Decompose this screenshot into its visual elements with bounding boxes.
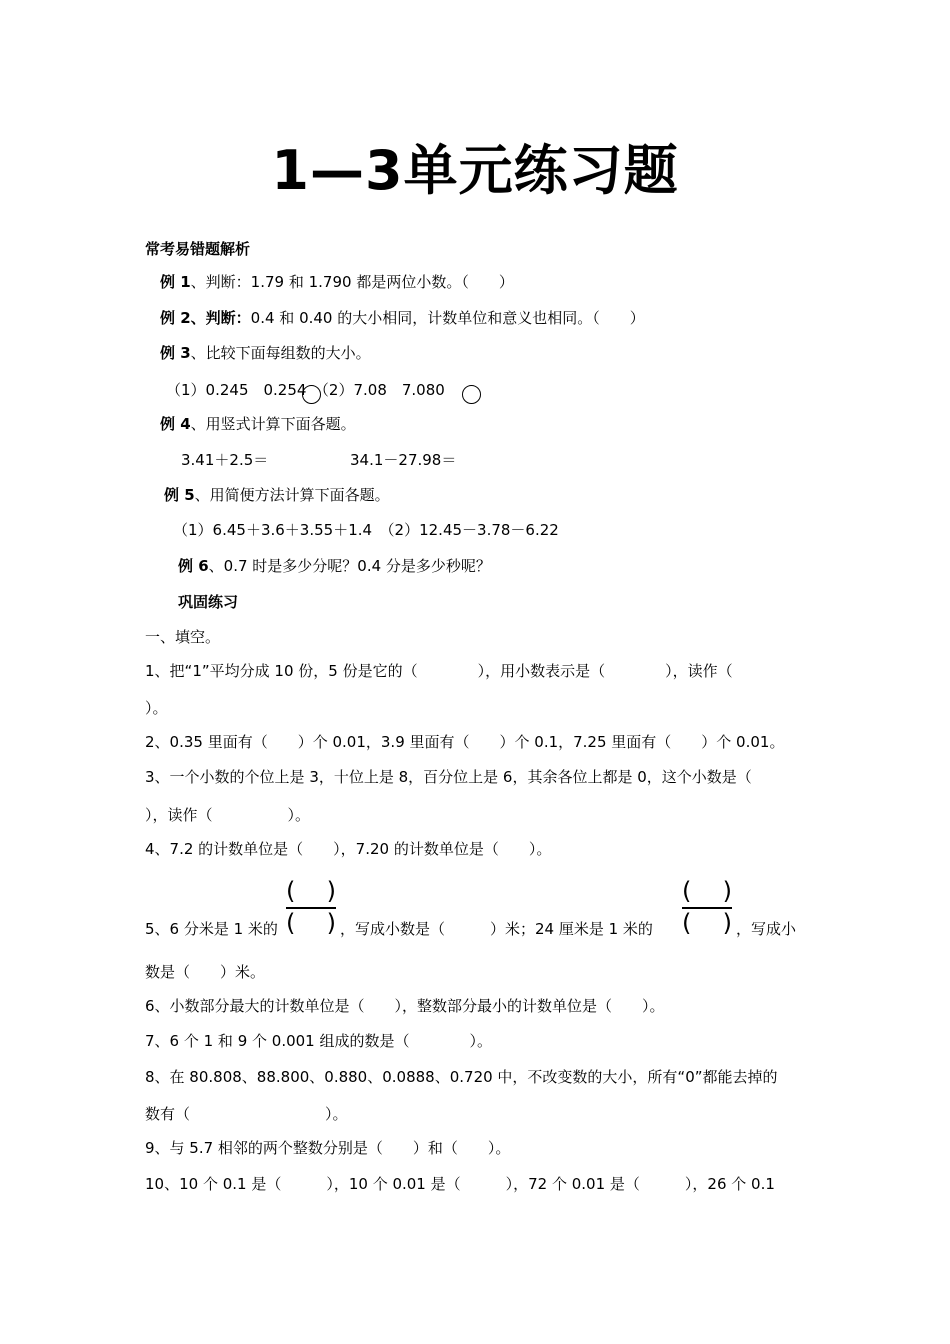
example-4-q1: 3.41＋2.5＝ — [181, 451, 269, 469]
example-4-text: 、用竖式计算下面各题。 — [190, 415, 356, 433]
fraction-1-num-close: ) — [326, 877, 336, 905]
section-analysis-heading: 常考易错题解析 — [145, 240, 251, 258]
fraction-blank-1[interactable] — [286, 877, 336, 939]
question-8-line-2: 数有（ ）。 — [145, 1105, 348, 1123]
example-1-text: 、判断：1.79 和 1.790 都是两位小数。（ ） — [190, 273, 514, 291]
example-6-label: 例 6 — [178, 557, 209, 575]
compare-circle-2[interactable] — [462, 385, 481, 404]
question-5-part-1: 5、6 分米是 1 米的 — [145, 920, 278, 938]
question-4: 4、7.2 的计数单位是（ ），7.20 的计数单位是（ ）。 — [145, 840, 552, 858]
page-title: 1—3单元练习题 — [271, 139, 679, 202]
fraction-1-den-close: ) — [326, 909, 336, 937]
fraction-2-num-close: ) — [722, 877, 732, 905]
example-5 — [164, 485, 390, 505]
fraction-1-den-open: ( — [286, 909, 296, 937]
section-practice-heading: 巩固练习 — [178, 593, 239, 611]
question-5-part-3: ，写成小 — [736, 920, 797, 938]
question-7: 7、6 个 1 和 9 个 0.001 组成的数是（ ）。 — [145, 1032, 492, 1050]
example-2 — [160, 308, 645, 328]
example-3-label: 例 3 — [160, 344, 191, 362]
example-2-label: 例 2、判断： — [160, 309, 251, 327]
question-5-line-2: 数是（ ）米。 — [145, 963, 266, 981]
example-5-label: 例 5 — [164, 486, 195, 504]
example-3-text: 、比较下面每组数的大小。 — [190, 344, 371, 362]
example-4-q2: 34.1－27.98＝ — [350, 451, 457, 469]
fraction-2-den-close: ) — [722, 909, 732, 937]
question-9: 9、与 5.7 相邻的两个整数分别是（ ）和（ ）。 — [145, 1139, 511, 1157]
fraction-2-numerator — [682, 877, 732, 905]
question-8-line-1: 8、在 80.808、88.800、0.880、0.0888、0.720 中，不改变数的大小，所有“0”都能去掉的 — [145, 1068, 778, 1086]
fraction-1-num-open: ( — [286, 877, 296, 905]
question-3-line-1: 3、一个小数的个位上是 3，十位上是 8，百分位上是 6，其余各位上都是 0，这个小数是（ — [145, 768, 752, 786]
fraction-1-numerator — [286, 877, 336, 905]
example-6 — [178, 556, 491, 576]
example-4-label: 例 4 — [160, 415, 191, 433]
compare-circle-1[interactable] — [302, 385, 321, 404]
question-1-line-2: ）。 — [145, 699, 168, 717]
fraction-1-denominator — [286, 909, 336, 937]
example-5-line: （1）6.45＋3.6＋3.55＋1.4 （2）12.45－3.78－6.22 — [173, 521, 559, 539]
question-3-line-2: ），读作（ ）。 — [145, 806, 311, 824]
example-4 — [160, 414, 356, 434]
fraction-2-den-open: ( — [682, 909, 692, 937]
example-6-text: 、0.7 时是多少分呢？0.4 分是多少秒呢？ — [208, 557, 491, 575]
fraction-2-num-open: ( — [682, 877, 692, 905]
question-5-part-2: ，写成小数是（ ）米；24 厘米是 1 米的 — [340, 920, 653, 938]
fraction-blank-2[interactable] — [682, 877, 732, 939]
example-1-label: 例 1 — [160, 273, 191, 291]
question-1-line-1: 1、把“1”平均分成 10 份，5 份是它的（ ），用小数表示是（ ），读作（ — [145, 662, 733, 680]
example-3 — [160, 343, 371, 363]
example-1 — [160, 272, 514, 292]
example-3-line: （1）0.245 0.254 （2）7.08 7.080 — [166, 381, 445, 399]
example-5-text: 、用简便方法计算下面各题。 — [194, 486, 390, 504]
fraction-2-denominator — [682, 909, 732, 937]
question-2: 2、0.35 里面有（ ）个 0.01，3.9 里面有（ ）个 0.1，7.25 里面有（ ）个 0.01。 — [145, 733, 785, 751]
example-2-text: 0.4 和 0.40 的大小相同，计数单位和意义也相同。（ ） — [250, 309, 645, 327]
question-6: 6、小数部分最大的计数单位是（ ），整数部分最小的计数单位是（ ）。 — [145, 997, 665, 1015]
question-10: 10、10 个 0.1 是（ ），10 个 0.01 是（ ），72 个 0.01 是（ ），26 个 0.1 — [145, 1175, 775, 1193]
fill-heading: 一、填空。 — [145, 628, 221, 646]
